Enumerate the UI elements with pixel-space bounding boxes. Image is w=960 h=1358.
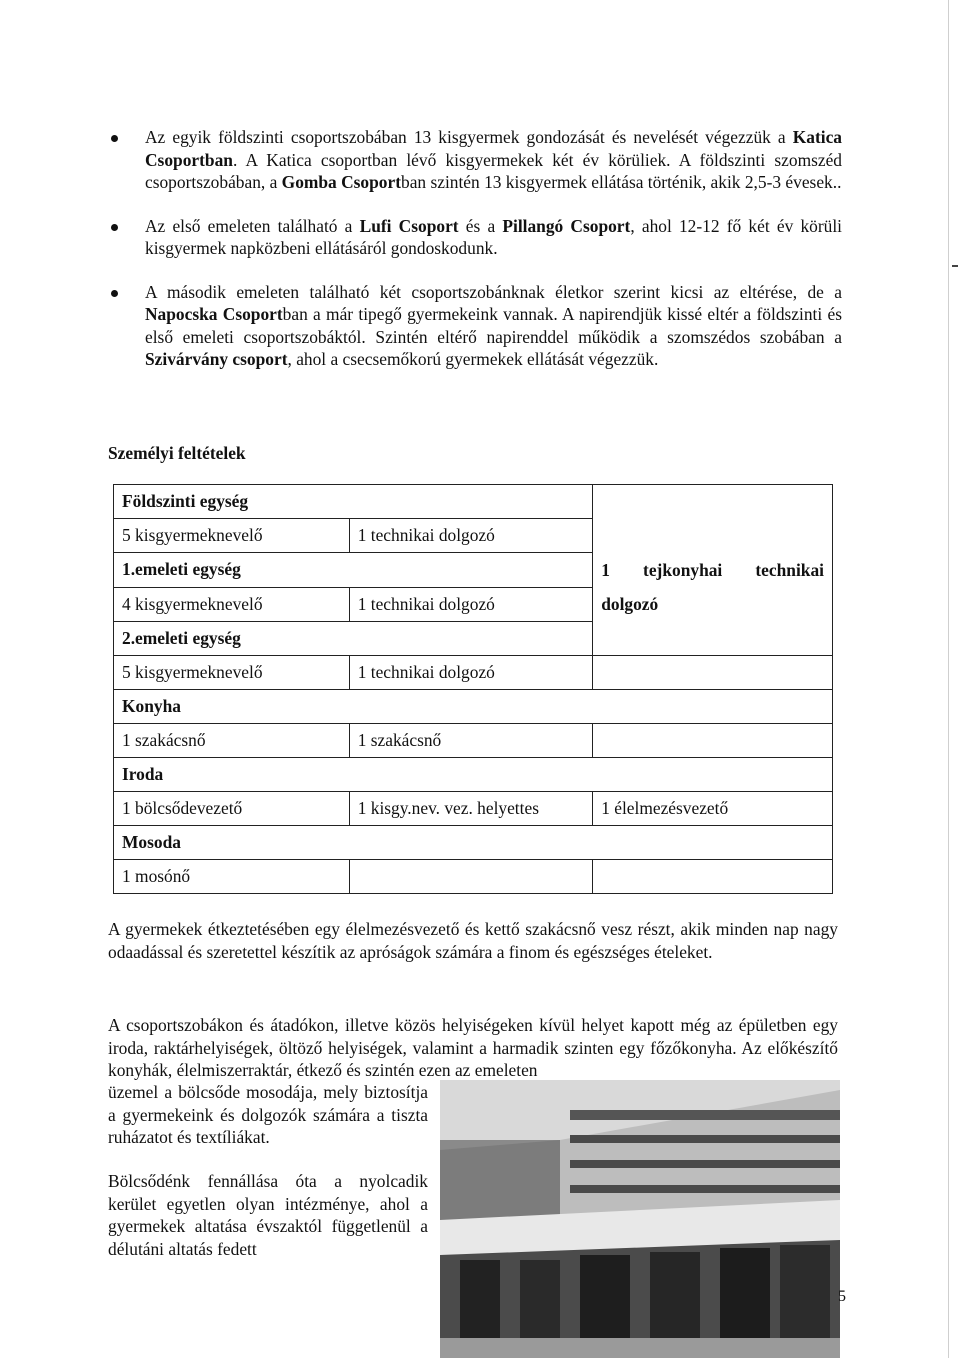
page-number: 5 [838,1288,846,1305]
table-section-first: 1.emeleti egység [114,553,593,587]
text-run: A második emeleten található két csoportszobánknak életkor szerint kicsi az eltérése, de a [145,281,842,302]
table-cell: 1 szakácsnő [349,724,593,758]
bullet-dot-icon [111,135,118,142]
text-run: ban szintén 13 kisgyermek ellátása történik, akik 2,5-3 évesek.. [401,172,842,192]
table-cell: 1 szakácsnő [114,724,350,758]
bullet-item [107,215,842,260]
text-run: , ahol a csecsemőkorú gyermekek ellátását végezzük. [287,349,659,369]
scan-edge-mark [952,265,958,267]
paragraph-catering: A gyermekek étkeztetésében egy élelmezésvezető és kettő szakácsnő vesz részt, akik minden nap nagy odaadással és szeretettel készítik az apróságok számára a finom és egészséges ételeket. [108,919,838,962]
table-cell: 1 kisgy.nev. vez. helyettes [349,792,593,826]
text-fragment: technikai [755,559,824,580]
text-run: ban a már tipegő gyermekeink vannak. A napirendjük kissé eltér a földszinti és első emeleti csoportszobáktól. Szintén eltérő napirenddel működik a szomszédos szobában a [145,304,842,347]
text-run: és a [458,215,503,236]
bold-group-name: Pillangó Csoport [502,215,631,236]
table-section-kitchen: Konyha [114,690,833,724]
table-cell-empty [593,724,833,758]
text-run: Az első emeleten található a [145,215,360,236]
text-fragment: 1 [601,559,610,580]
text-run: Az egyik földszinti csoportszobában 13 kisgyermek gondozását és nevelését végezzük a [145,127,793,147]
table-cell-empty [349,860,593,894]
table-cell-empty [593,860,833,894]
paragraph-rooms: A csoportszobákon és átadókon, illetve közös helyiségeken kívül helyet kapott még az épületben egy iroda, raktárhelyiségek, öltöző helyiségek, valamint a harmadik szinten egy főzőkonyha. Az előkészítő konyhák, élelmiszerraktár, étkező és szintén ezen az emeleten [108,1015,838,1080]
table-section-second: 2.emeleti egység [114,621,593,655]
text-run: , ahol 12-12 fő két év körüli kisgyermek napközbeni ellátásáról gondoskodunk. [145,215,843,258]
table-cell: 1 technikai dolgozó [349,519,593,553]
table-cell: 5 kisgyermeknevelő [114,519,350,553]
bullet-item [107,281,842,371]
bold-group-name: Gomba Csoport [281,172,401,192]
table-cell: 1 mosónő [114,860,350,894]
section-heading: Személyi feltételek [108,443,246,463]
table-cell: 1 bölcsődevezető [114,792,350,826]
building-photo [440,1080,840,1358]
bullet-dot-icon [111,224,118,231]
table-cell: 1 technikai dolgozó [349,587,593,621]
bold-group-name: Katica Csoportban [145,127,842,170]
bold-group-name: Napocska Csoport [145,304,283,324]
text-fragment: tejkonyhai [643,559,723,580]
bold-group-name: Szivárvány csoport [145,349,288,369]
scan-edge-line [948,0,949,1358]
paragraph-nap: Bölcsődénk fennállása óta a nyolcadik kerület egyetlen olyan intézménye, ahol a gyermekek altatása évszaktól függetlenül a délutáni altatás fedett [108,1171,428,1259]
bullet-dot-icon [111,290,118,297]
group-list [107,126,842,392]
table-cell: 1 technikai dolgozó [349,656,593,690]
paragraph-laundry: üzemel a bölcsőde mosodája, mely biztosítja a gyermekeink és dolgozók számára a tiszta ruházatot és textíliákat. [108,1082,428,1147]
table-cell-milk-kitchen [593,485,833,656]
text-fragment: dolgozó [601,593,659,614]
table-cell-empty [593,656,833,690]
table-section-office: Iroda [114,758,833,792]
table-section-laundry: Mosoda [114,826,833,860]
table-section-groundfloor: Földszinti egység [114,485,593,519]
text-run: . A Katica csoportban lévő kisgyermekek két év körüliek. A földszinti szomszéd csoportszobában, a [145,149,842,192]
table-cell: 4 kisgyermeknevelő [114,587,350,621]
table-cell: 1 élelmezésvezető [593,792,833,826]
bold-group-name: Lufi Csoport [359,215,459,236]
building-photo-image [440,1080,840,1358]
staff-table [113,484,833,894]
bullet-item [107,126,842,194]
table-cell: 5 kisgyermeknevelő [114,656,350,690]
